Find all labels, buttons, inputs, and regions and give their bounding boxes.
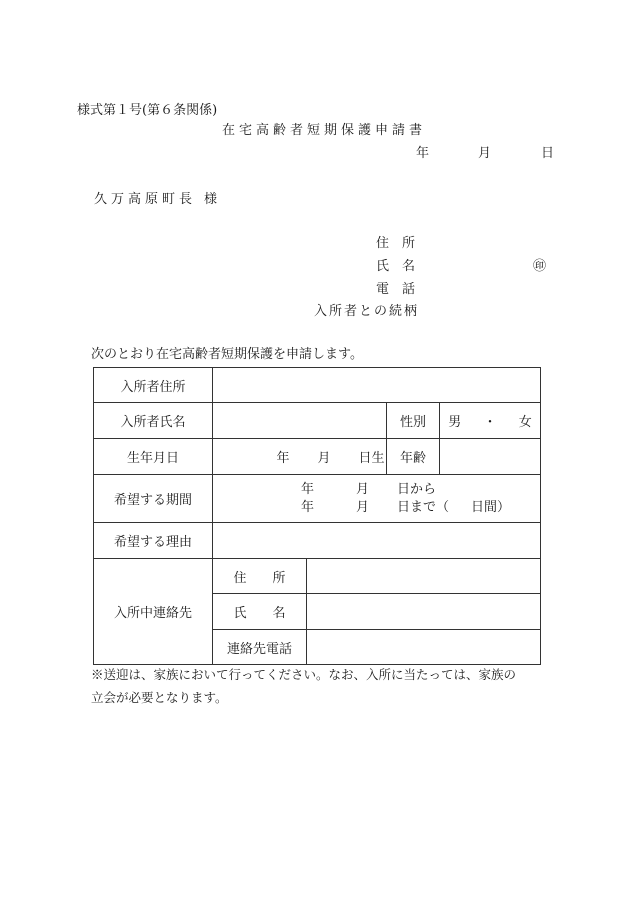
addressee-name: 久万高原町長 [94, 192, 197, 207]
table-row-birthdate [94, 439, 541, 475]
applicant-name-label: 氏 名 [376, 259, 416, 274]
period-from-year: 年 [301, 481, 315, 497]
table-row-period [94, 475, 541, 523]
date-year-label: 年 [416, 146, 430, 161]
gender-separator: ・ [483, 415, 497, 430]
contact-address-field[interactable] [307, 559, 541, 594]
contact-name-field[interactable] [307, 594, 541, 630]
birth-year-label: 年 [276, 451, 290, 466]
period-to-month: 月 [356, 499, 370, 515]
application-table [93, 367, 541, 665]
reason-field[interactable] [213, 523, 541, 559]
contact-phone-field[interactable] [307, 630, 541, 665]
applicant-phone-label: 電 話 [376, 282, 416, 297]
period-to-day: 日まで（ [397, 499, 450, 515]
birth-day-label: 日生 [358, 451, 385, 466]
reason-label: 希望する理由 [94, 523, 213, 559]
table-row-reason [94, 523, 541, 559]
date-day-label: 日 [541, 146, 555, 161]
contact-name-label: 氏 名 [213, 594, 307, 630]
resident-address-label: 入所者住所 [94, 368, 213, 403]
birth-month-label: 月 [317, 451, 331, 466]
table-row-contact-address [94, 559, 541, 594]
period-from-line [213, 481, 540, 499]
age-label: 年齢 [387, 439, 440, 475]
period-field[interactable] [213, 475, 541, 523]
resident-address-field[interactable] [213, 368, 541, 403]
gender-female[interactable]: 女 [518, 415, 532, 430]
gender-label: 性別 [387, 403, 440, 439]
document-title: 在宅高齢者短期保護申請書 [222, 123, 427, 138]
table-row-resident-name [94, 403, 541, 439]
contact-phone-label: 連絡先電話 [213, 630, 307, 665]
period-from-day: 日から [397, 481, 437, 497]
age-field[interactable] [440, 439, 541, 475]
gender-male[interactable]: 男 [448, 415, 462, 430]
contact-address-label: 住 所 [213, 559, 307, 594]
period-from-month: 月 [356, 481, 370, 497]
period-label: 希望する期間 [94, 475, 213, 523]
period-days: 日間） [471, 499, 511, 515]
addressee-honorific: 様 [204, 192, 218, 207]
date-month-label: 月 [478, 146, 492, 161]
period-to-line [213, 499, 540, 517]
period-to-year: 年 [301, 499, 315, 515]
gender-options[interactable] [440, 403, 541, 439]
contact-label: 入所中連絡先 [94, 559, 213, 665]
table-row-resident-address [94, 368, 541, 403]
applicant-address-label: 住 所 [376, 236, 416, 251]
note-line-2: 立会が必要となります。 [91, 690, 228, 705]
applicant-relation-label: 入所者との続柄 [314, 304, 420, 319]
birthdate-label: 生年月日 [94, 439, 213, 475]
form-number: 様式第１号(第６条関係) [77, 103, 218, 118]
birthdate-field[interactable] [213, 439, 387, 475]
resident-name-label: 入所者氏名 [94, 403, 213, 439]
intro-text: 次のとおり在宅高齢者短期保護を申請します。 [91, 347, 363, 362]
resident-name-field[interactable] [213, 403, 387, 439]
note-line-1: ※送迎は、家族において行ってください。なお、入所に当たっては、家族の [91, 667, 517, 682]
seal-mark: ㊞ [533, 259, 547, 274]
